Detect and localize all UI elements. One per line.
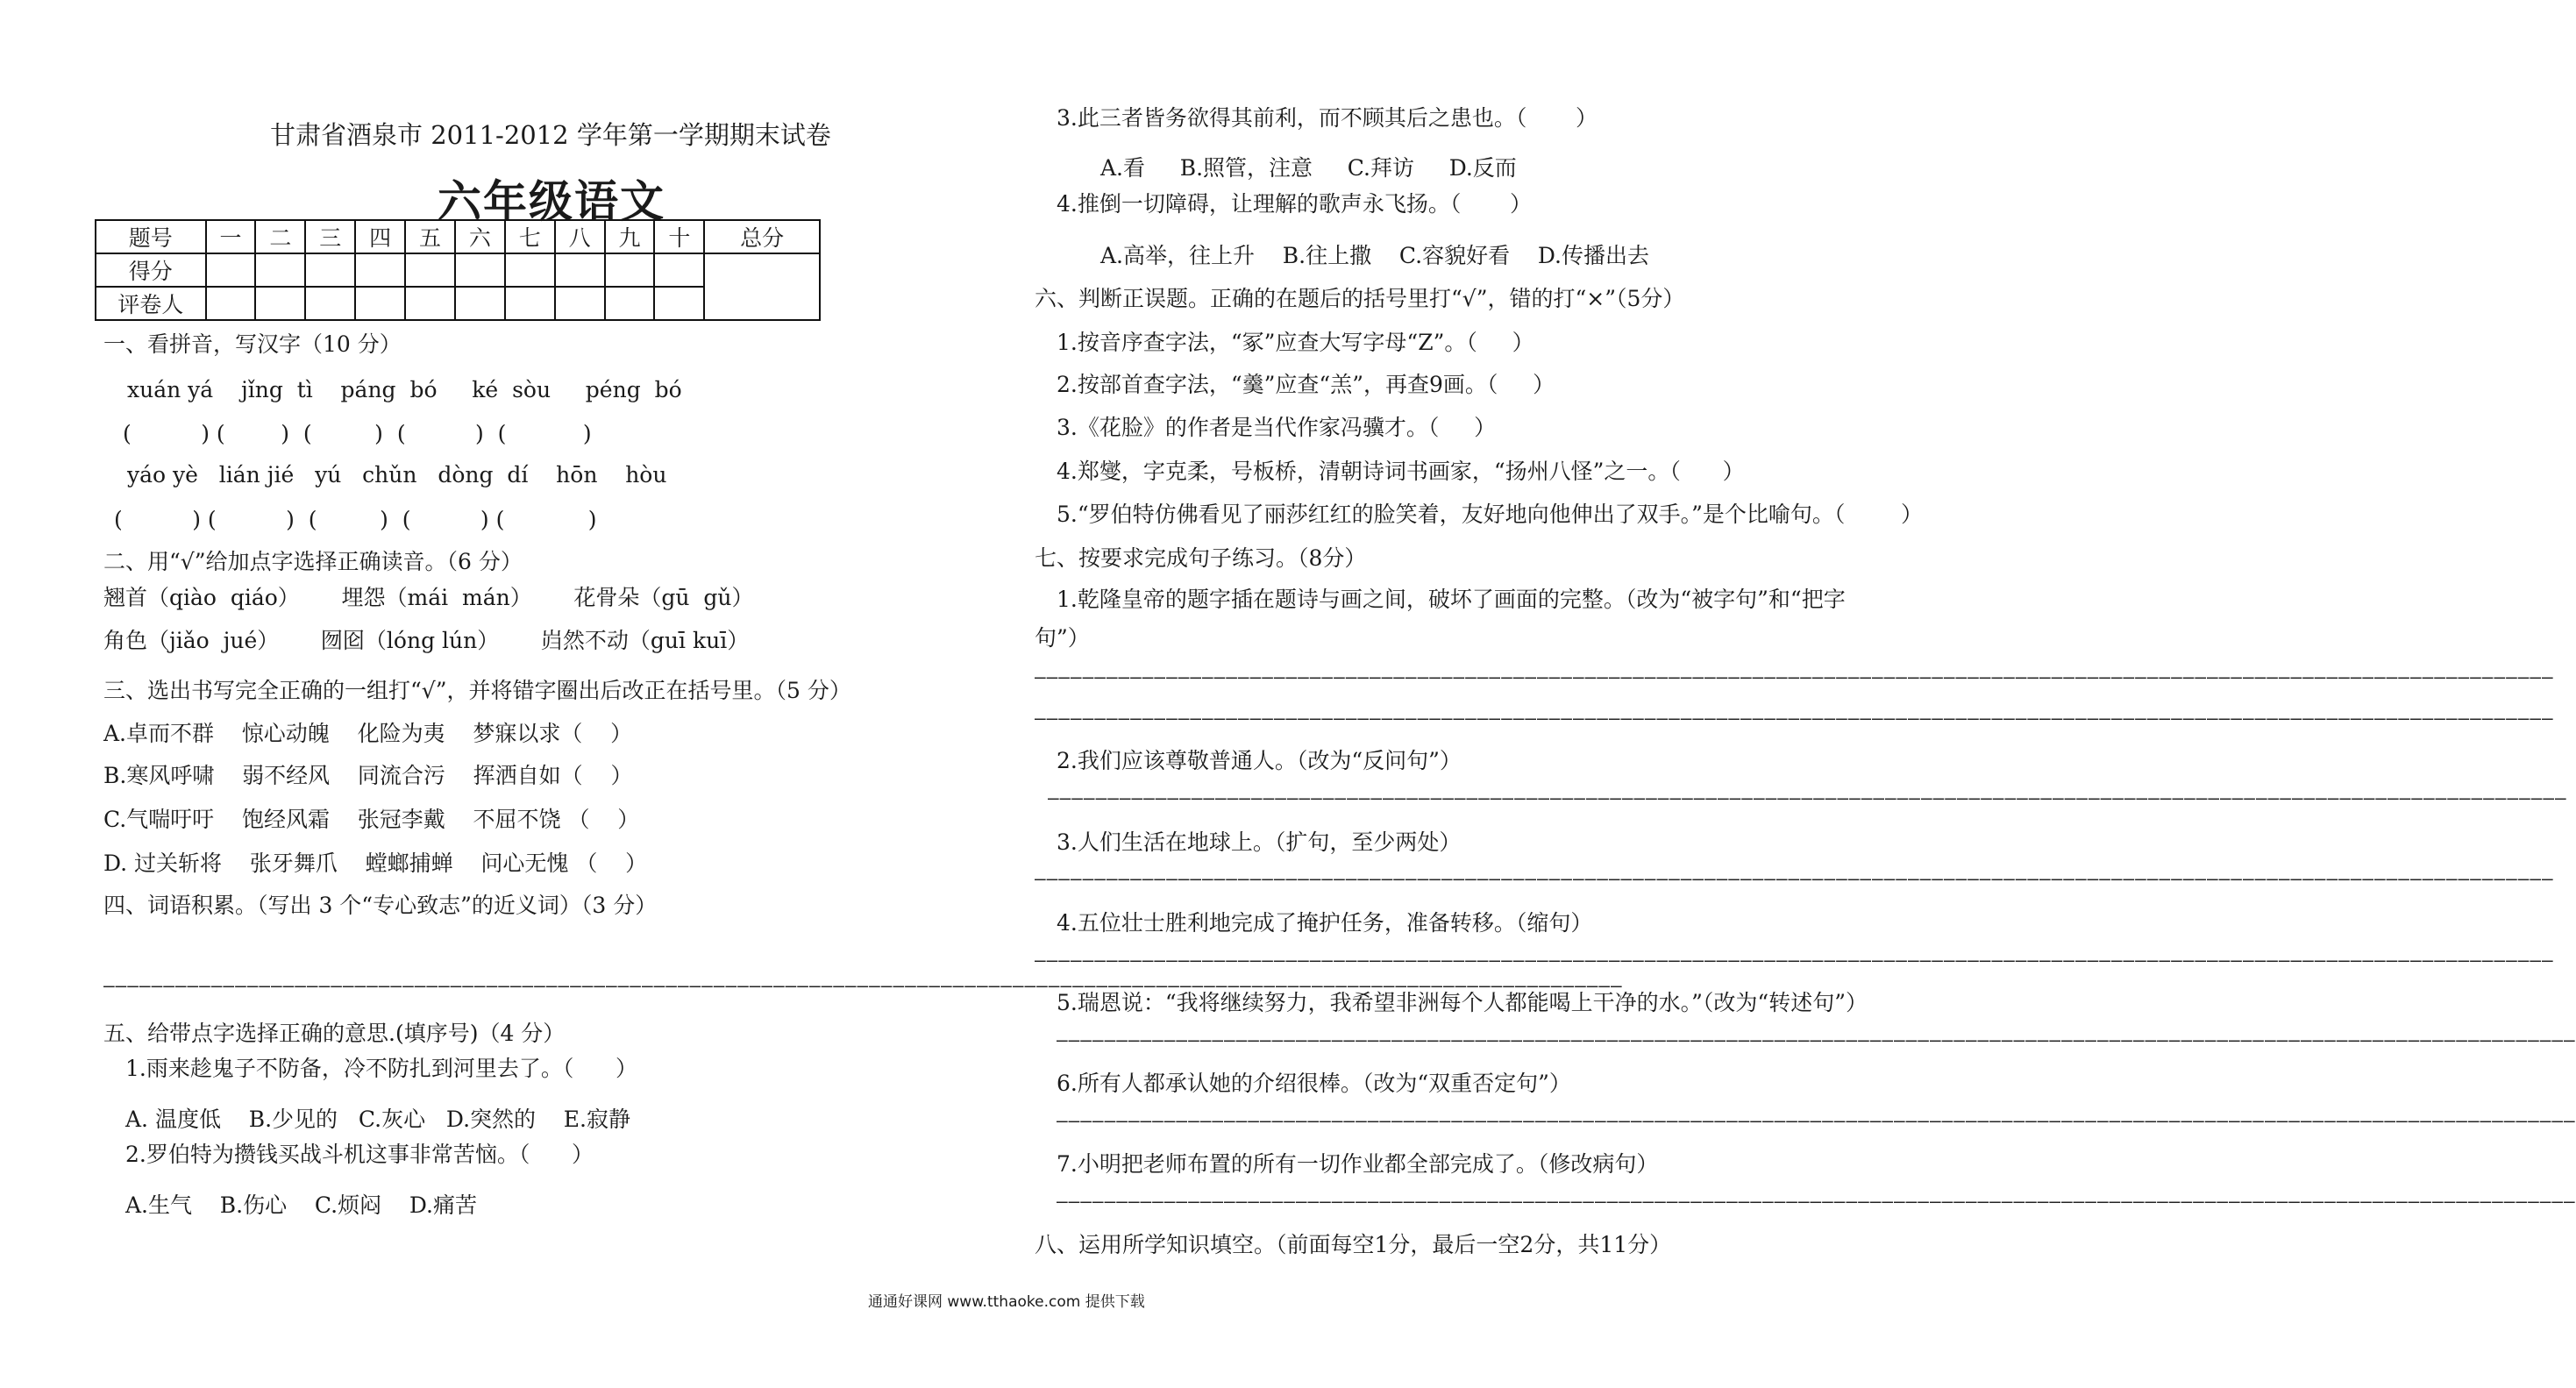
judgment-item: 4.郑燮，字克柔，号板桥，清朝诗词书画家，“扬州八怪”之一。（ ） xyxy=(1057,459,1745,484)
option-line: A.卓而不群 惊心动魄 化险为夷 梦寐以求（ ） xyxy=(103,721,633,746)
question-7-7: 7.小明把老师布置的所有一切作业都全部完成了。（修改病句） xyxy=(1057,1151,1659,1177)
section-2-heading: 二、用“√”给加点字选择正确读音。（6 分） xyxy=(103,549,523,574)
exam-title: 六年级语文 xyxy=(438,175,665,227)
score-cell[interactable] xyxy=(255,253,305,287)
score-cell[interactable] xyxy=(654,253,704,287)
section-4-heading: 四、词语积累。（写出 3 个“专心致志”的近义词）（3 分） xyxy=(103,893,658,918)
section-1-heading: 一、看拼音，写汉字（10 分） xyxy=(103,331,402,357)
section-7-heading: 七、按要求完成句子练习。（8分） xyxy=(1035,545,1367,571)
question-5-4: 4.推倒一切障碍，让理解的歌声永飞扬。（ ） xyxy=(1057,191,1532,217)
grader-cell[interactable] xyxy=(206,287,256,320)
answer-line[interactable]: ——————————————————————————————————————————————————————————————————————————————————————————————————————————————————————————————— xyxy=(103,975,1623,996)
score-table-header: 六 xyxy=(455,220,505,253)
question-7-3: 3.人们生活在地球上。（扩句，至少两处） xyxy=(1057,829,1462,855)
question-5-1: 1.雨来趁鬼子不防备，冷不防扎到河里去了。（ ） xyxy=(125,1056,638,1081)
option-line: C.气喘吁吁 饱经风霜 张冠李戴 不屈不饶 （ ） xyxy=(103,807,640,832)
blank-row-2[interactable]: ( ) ( ) ( ) ( ) ( ) xyxy=(114,507,597,532)
pronunciation-line-2: 角色（jiǎo jué） 囫囵（lóng lún） 岿然不动（guī kuī） xyxy=(103,628,750,653)
answer-line[interactable]: ——————————————————————————————————————————————————————————————————————————————————————————————————————————————————————————————— xyxy=(1048,787,2567,808)
answer-line[interactable]: ——————————————————————————————————————————————————————————————————————————————————————————————————————————————————————————————— xyxy=(1057,1110,2576,1131)
pinyin-row-2: yáo yè lián jié yú chǔn dòng dí hōn hòu xyxy=(127,462,667,488)
score-table-row xyxy=(96,253,820,287)
score-cell[interactable] xyxy=(505,253,555,287)
grader-cell[interactable] xyxy=(654,287,704,320)
grader-cell[interactable] xyxy=(455,287,505,320)
question-7-2: 2.我们应该尊敬普通人。（改为“反问句”） xyxy=(1057,748,1462,773)
question-5-2-options: A.生气 B.伤心 C.烦闷 D.痛苦 xyxy=(125,1192,477,1218)
question-5-3: 3.此三者皆务欲得其前利，而不顾其后之患也。（ ） xyxy=(1057,105,1598,131)
score-table-header: 十 xyxy=(654,220,704,253)
judgment-item: 3.《花脸》的作者是当代作家冯骥才。（ ） xyxy=(1057,415,1497,440)
score-table-header: 三 xyxy=(305,220,355,253)
score-table-header: 四 xyxy=(355,220,405,253)
score-cell[interactable] xyxy=(605,253,655,287)
score-cell[interactable] xyxy=(555,253,605,287)
pinyin-row-1: xuán yá jǐng tì páng bó ké sòu péng bó xyxy=(127,377,682,402)
grader-cell[interactable] xyxy=(255,287,305,320)
score-cell[interactable] xyxy=(206,253,256,287)
grader-cell[interactable] xyxy=(605,287,655,320)
score-table-header: 九 xyxy=(605,220,655,253)
score-table-header: 五 xyxy=(405,220,455,253)
question-7-1: 1.乾隆皇帝的题字插在题诗与画之间，破坏了画面的完整。（改为“被字句”和“把字 xyxy=(1057,587,1846,612)
answer-line[interactable]: ——————————————————————————————————————————————————————————————————————————————————————————————————————————————————————————————— xyxy=(1057,1191,2576,1212)
option-line: B.寒风呼啸 弱不经风 同流合污 挥洒自如（ ） xyxy=(103,763,633,788)
score-cell[interactable] xyxy=(405,253,455,287)
grader-cell[interactable] xyxy=(305,287,355,320)
question-5-2: 2.罗伯特为攒钱买战斗机这事非常苦恼。（ ） xyxy=(125,1142,594,1167)
grader-cell[interactable] xyxy=(405,287,455,320)
score-table-header: 题号 xyxy=(96,220,206,253)
score-table-header: 总分 xyxy=(704,220,820,253)
score-table-header: 七 xyxy=(505,220,555,253)
option-line: D. 过关斩将 张牙舞爪 螳螂捕蝉 问心无愧 （ ） xyxy=(103,851,648,876)
question-5-3-options: A.看 B.照管，注意 C.拜访 D.反而 xyxy=(1100,155,1517,181)
answer-line[interactable]: ——————————————————————————————————————————————————————————————————————————————————————————————————————————————————————————————— xyxy=(1035,950,2554,971)
pronunciation-line-1: 翘首（qiào qiáo） 埋怨（mái mán） 花骨朵（gū gǔ） xyxy=(103,585,754,610)
blank-row-1[interactable]: ( ) ( ) ( ) ( ) ( ) xyxy=(123,421,592,446)
question-7-1-cont: 句”） xyxy=(1035,625,1090,651)
score-cell[interactable] xyxy=(305,253,355,287)
question-7-6: 6.所有人都承认她的介绍很棒。（改为“双重否定句”） xyxy=(1057,1071,1571,1096)
score-cell[interactable] xyxy=(455,253,505,287)
grader-cell[interactable] xyxy=(555,287,605,320)
score-cell[interactable] xyxy=(355,253,405,287)
score-table-header: 八 xyxy=(555,220,605,253)
judgment-item: 2.按部首查字法，“羹”应查“羔”，再查9画。（ ） xyxy=(1057,372,1555,397)
score-row-label: 评卷人 xyxy=(96,287,206,320)
question-7-5: 5.瑞恩说：“我将继续努力，我希望非洲每个人都能喝上干净的水。”（改为“转述句”） xyxy=(1057,990,1868,1015)
question-5-1-options: A. 温度低 B.少见的 C.灰心 D.突然的 E.寂静 xyxy=(125,1107,631,1132)
section-5-heading: 五、给带点字选择正确的意思.(填序号)（4 分） xyxy=(103,1021,566,1046)
judgment-item: 5.“罗伯特仿佛看见了丽莎红红的脸笑着，友好地向他伸出了双手。”是个比喻句。（ ） xyxy=(1057,502,1923,527)
section-3-heading: 三、选出书写完全正确的一组打“√”，并将错字圈出后改正在括号里。（5 分） xyxy=(103,678,851,703)
answer-line[interactable]: ——————————————————————————————————————————————————————————————————————————————————————————————————————————————————————————————— xyxy=(1057,1029,2576,1050)
section-8-heading: 八、运用所学知识填空。（前面每空1分，最后一空2分，共11分） xyxy=(1035,1232,1672,1257)
score-table-header-row xyxy=(96,220,820,253)
question-7-4: 4.五位壮士胜利地完成了掩护任务，准备转移。（缩句） xyxy=(1057,910,1593,936)
score-row-label: 得分 xyxy=(96,253,206,287)
answer-line[interactable]: ——————————————————————————————————————————————————————————————————————————————————————————————————————————————————————————————— xyxy=(1035,708,2554,729)
total-score-cell[interactable] xyxy=(704,253,820,320)
answer-line[interactable]: ——————————————————————————————————————————————————————————————————————————————————————————————————————————————————————————————— xyxy=(1035,868,2554,889)
grader-cell[interactable] xyxy=(355,287,405,320)
grader-cell[interactable] xyxy=(505,287,555,320)
exam-subtitle: 甘肃省酒泉市 2011-2012 学年第一学期期末试卷 xyxy=(270,120,831,150)
score-table xyxy=(95,219,821,321)
score-table-header: 一 xyxy=(206,220,256,253)
judgment-item: 1.按音序查字法，“冢”应查大写字母“Z”。（ ） xyxy=(1057,330,1534,355)
page-footer: 通通好课网 www.tthaoke.com 提供下载 xyxy=(868,1293,1145,1311)
question-5-4-options: A.高举，往上升 B.往上撒 C.容貌好看 D.传播出去 xyxy=(1100,243,1649,268)
score-table-header: 二 xyxy=(255,220,305,253)
section-6-heading: 六、判断正误题。正确的在题后的括号里打“√”，错的打“×”（5分） xyxy=(1035,286,1685,311)
answer-line[interactable]: ——————————————————————————————————————————————————————————————————————————————————————————————————————————————————————————————— xyxy=(1035,666,2554,687)
